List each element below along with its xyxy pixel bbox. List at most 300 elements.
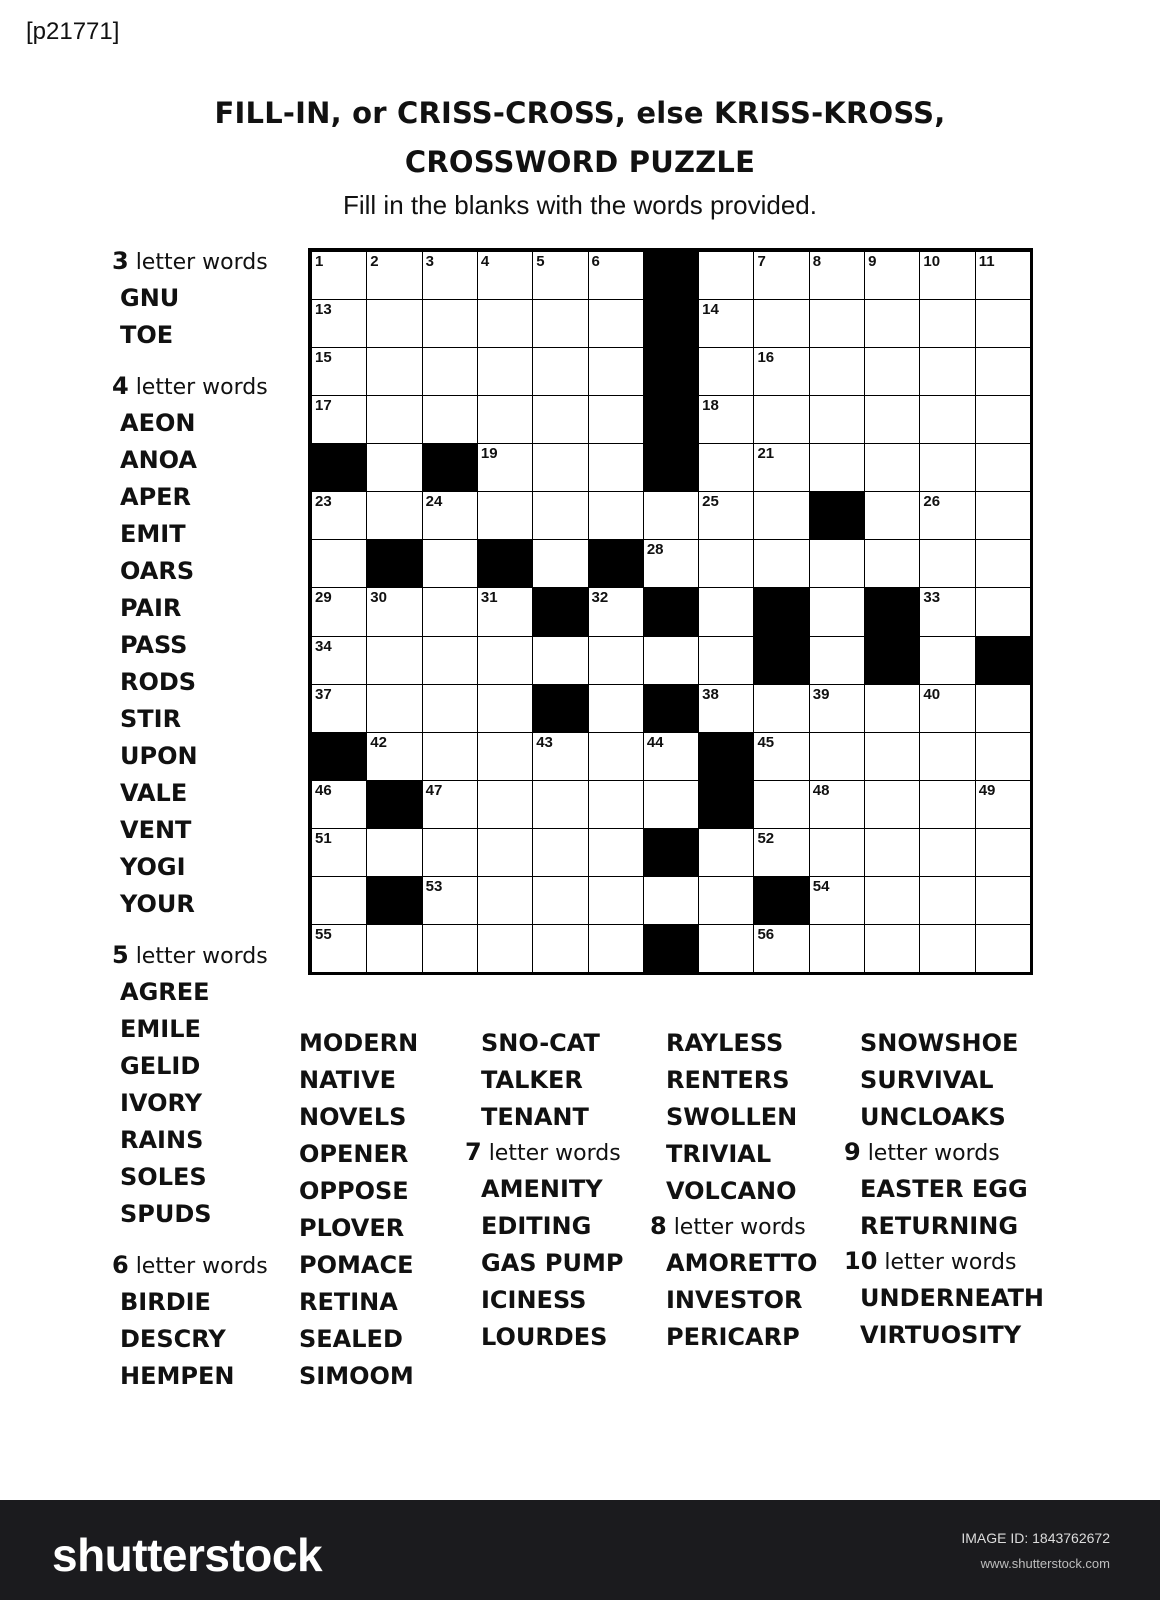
letter-count: 4 [112,372,129,400]
grid-cell[interactable] [975,732,1031,781]
clue-number: 55 [315,925,332,943]
clue-number: 18 [702,397,719,415]
grid-cell[interactable] [864,347,920,396]
word-list-column-3 [465,1025,624,1356]
grid-cell[interactable] [919,347,975,396]
grid-cell[interactable] [975,780,1031,829]
heading-label: letter words [877,1250,1017,1275]
grid-cell[interactable] [809,924,865,973]
grid-cell[interactable] [366,443,422,492]
grid-cell[interactable] [698,347,754,396]
word-list-item: RENTERS [666,1066,790,1094]
grid-cell[interactable] [422,587,478,636]
grid-cell[interactable] [753,684,809,733]
grid-cell[interactable] [422,780,478,829]
grid-cell[interactable] [809,347,865,396]
heading-label: letter words [128,944,268,969]
word-list-item: AMENITY [481,1175,603,1203]
grid-cell[interactable] [588,636,644,685]
letter-count: 5 [112,941,129,969]
grid-cell[interactable] [809,539,865,588]
word-list-item: RAYLESS [666,1029,784,1057]
black-square [864,587,920,636]
grid-cell[interactable] [311,299,367,348]
grid-cell[interactable] [698,443,754,492]
letter-count: 6 [112,1251,129,1279]
clue-number: 32 [591,589,609,607]
clue-number: 40 [923,685,941,703]
grid-cell[interactable] [643,636,699,685]
grid-cell[interactable] [588,347,644,396]
grid-cell[interactable] [477,587,533,636]
black-square [477,539,533,588]
heading-label: letter words [666,1215,806,1240]
grid-cell[interactable] [864,684,920,733]
clue-number: 44 [646,733,664,751]
grid-cell[interactable] [532,539,588,588]
word-list-item: RAINS [120,1126,204,1154]
word-list-item: SPUDS [120,1200,212,1228]
grid-cell[interactable] [311,876,367,925]
word-list-item: BIRDIE [120,1288,211,1316]
grid-cell[interactable] [919,299,975,348]
word-list-item: EASTER EGG [860,1175,1028,1203]
grid-cell[interactable] [422,876,478,925]
grid-cell[interactable] [366,299,422,348]
grid-cell[interactable] [311,636,367,685]
clue-number: 5 [536,253,545,270]
word-list-item: TALKER [481,1066,583,1094]
word-list-item: TRIVIAL [666,1140,772,1168]
clue-number: 29 [315,589,332,607]
clue-number: 38 [702,685,719,703]
grid-cell[interactable] [366,251,422,300]
grid-cell[interactable] [532,876,588,925]
grid-cell[interactable] [477,828,533,877]
grid-cell[interactable] [588,684,644,733]
heading-label: letter words [128,250,268,275]
black-square [311,732,367,781]
grid-cell[interactable] [588,491,644,540]
grid-cell[interactable] [422,347,478,396]
black-square [643,251,699,300]
clue-number: 46 [315,781,332,799]
grid-cell[interactable] [698,876,754,925]
grid-cell[interactable] [588,876,644,925]
grid-cell[interactable] [864,732,920,781]
grid-cell[interactable] [698,636,754,685]
clue-number: 4 [480,253,490,270]
word-list-item: NOVELS [299,1103,407,1131]
page-title-line2: CROSSWORD PUZZLE [404,145,756,179]
grid-cell[interactable] [477,636,533,685]
clue-number: 8 [812,253,822,270]
grid-cell[interactable] [532,443,588,492]
grid-cell[interactable] [588,924,644,973]
grid-cell[interactable] [753,828,809,877]
clue-number: 16 [757,349,775,367]
page-title-line1: FILL-IN, or CRISS-CROSS, else KRISS-KROSS, [214,96,946,130]
black-square [753,876,809,925]
grid-cell[interactable] [975,684,1031,733]
word-list-item: SNO-CAT [481,1029,600,1057]
grid-cell[interactable] [532,347,588,396]
grid-cell[interactable] [311,828,367,877]
grid-cell[interactable] [919,684,975,733]
word-list-item: UNCLOAKS [860,1103,1006,1131]
grid-cell[interactable] [588,587,644,636]
grid-cell[interactable] [975,587,1031,636]
grid-cell[interactable] [477,443,533,492]
grid-cell[interactable] [864,299,920,348]
grid-cell[interactable] [311,491,367,540]
word-list-item: VIRTUOSITY [860,1321,1022,1349]
letter-count: 3 [112,247,129,275]
grid-cell[interactable] [588,732,644,781]
grid-cell[interactable] [809,732,865,781]
clue-number: 30 [370,589,387,607]
clue-number: 19 [480,445,498,463]
grid-cell[interactable] [311,587,367,636]
word-list-item: EMIT [120,520,186,548]
black-square [643,299,699,348]
word-list-item: TENANT [481,1103,589,1131]
heading-label: letter words [128,375,268,400]
grid-cell[interactable] [919,443,975,492]
grid-cell[interactable] [975,443,1031,492]
grid-cell[interactable] [809,251,865,300]
grid-cell[interactable] [753,347,809,396]
grid-cell[interactable] [588,443,644,492]
grid-cell[interactable] [588,780,644,829]
word-list-item: SIMOOM [299,1362,414,1390]
grid-cell[interactable] [809,636,865,685]
grid-cell[interactable] [422,828,478,877]
grid-cell[interactable] [477,924,533,973]
grid-cell[interactable] [311,395,367,444]
clue-number: 7 [757,253,766,270]
grid-cell[interactable] [975,251,1031,300]
grid-cell[interactable] [366,732,422,781]
grid-cell[interactable] [809,876,865,925]
grid-cell[interactable] [366,587,422,636]
clue-number: 43 [536,733,553,751]
grid-cell[interactable] [698,828,754,877]
word-list-item: VENT [120,816,192,844]
clue-number: 6 [591,253,600,270]
black-square [753,587,809,636]
grid-cell[interactable] [532,251,588,300]
grid-cell[interactable] [698,251,754,300]
word-list-item: APER [120,483,192,511]
word-group-heading [112,243,268,280]
word-list-item: GNU [120,284,180,312]
clue-number: 17 [315,397,332,415]
grid-cell[interactable] [809,780,865,829]
grid-cell[interactable] [919,539,975,588]
grid-cell[interactable] [975,539,1031,588]
clue-number: 11 [978,253,995,270]
grid-cell[interactable] [422,539,478,588]
word-list-item: AEON [120,409,196,437]
grid-cell[interactable] [975,395,1031,444]
word-list-item: RETURNING [860,1212,1019,1240]
word-list-item: OARS [120,557,195,585]
grid-cell[interactable] [753,251,809,300]
grid-cell[interactable] [975,828,1031,877]
grid-cell[interactable] [422,684,478,733]
word-list-item: HEMPEN [120,1362,235,1390]
site-url: www.shutterstock.com [980,1556,1110,1571]
clue-number: 45 [757,733,775,751]
clue-number: 34 [315,637,332,655]
word-group-heading [844,1134,1044,1171]
grid-cell[interactable] [643,780,699,829]
grid-cell[interactable] [698,491,754,540]
grid-cell[interactable] [809,395,865,444]
grid-cell[interactable] [698,299,754,348]
word-list-item: RETINA [299,1288,398,1316]
black-square [643,443,699,492]
grid-cell[interactable] [919,491,975,540]
word-list-item: OPENER [299,1140,409,1168]
grid-cell[interactable] [311,539,367,588]
grid-cell[interactable] [864,828,920,877]
word-list-item: LOURDES [481,1323,608,1351]
grid-cell[interactable] [477,732,533,781]
grid-cell[interactable] [366,347,422,396]
grid-cell[interactable] [919,587,975,636]
black-square [366,780,422,829]
grid-cell[interactable] [477,347,533,396]
word-list-item: VOLCANO [666,1177,797,1205]
word-list-column-5 [844,1025,1045,1354]
grid-cell[interactable] [588,828,644,877]
grid-cell[interactable] [477,491,533,540]
black-square [643,924,699,973]
grid-cell[interactable] [477,395,533,444]
grid-cell[interactable] [809,299,865,348]
word-list-item: GELID [120,1052,201,1080]
grid-cell[interactable] [864,395,920,444]
word-list-item: UPON [120,742,198,770]
clue-number: 3 [425,253,434,270]
clue-number: 9 [868,253,877,270]
image-id: IMAGE ID: 1843762672 [961,1530,1110,1546]
grid-cell[interactable] [753,395,809,444]
word-list-item: PLOVER [299,1214,405,1242]
clue-number: 37 [315,685,332,703]
word-list-item: YOGI [120,853,186,881]
clue-number: 54 [812,877,830,895]
grid-cell[interactable] [588,395,644,444]
grid-cell[interactable] [532,491,588,540]
word-list-item: POMACE [299,1251,414,1279]
black-square [643,347,699,396]
grid-cell[interactable] [698,924,754,973]
word-group-heading [465,1134,623,1171]
grid-cell[interactable] [422,636,478,685]
grid-cell[interactable] [477,780,533,829]
clue-number: 31 [480,589,498,607]
word-list-column-1 [112,243,268,1395]
grid-cell[interactable] [311,924,367,973]
grid-cell[interactable] [422,732,478,781]
grid-cell[interactable] [698,684,754,733]
grid-cell[interactable] [975,924,1031,973]
grid-cell[interactable] [366,924,422,973]
grid-cell[interactable] [532,636,588,685]
grid-cell[interactable] [919,636,975,685]
clue-number: 53 [425,877,443,895]
word-list-column-2 [291,1025,418,1395]
word-list-column-4 [650,1025,818,1356]
heading-label: letter words [481,1141,621,1166]
clue-number: 47 [425,781,443,799]
black-square [311,443,367,492]
word-list-item: EMILE [120,1015,201,1043]
word-list-item: UNDERNEATH [860,1284,1045,1312]
grid-cell[interactable] [643,539,699,588]
grid-cell[interactable] [919,924,975,973]
black-square [366,876,422,925]
black-square [366,539,422,588]
heading-label: letter words [860,1141,1000,1166]
grid-cell[interactable] [366,636,422,685]
grid-cell[interactable] [919,876,975,925]
grid-cell[interactable] [477,299,533,348]
grid-cell[interactable] [919,828,975,877]
clue-number: 23 [315,493,332,511]
clue-number: 33 [923,589,941,607]
grid-cell[interactable] [753,732,809,781]
grid-cell[interactable] [311,251,367,300]
grid-cell[interactable] [532,395,588,444]
grid-cell[interactable] [919,251,975,300]
grid-cell[interactable] [366,828,422,877]
word-list-item: STIR [120,705,182,733]
clue-number: 24 [425,493,443,511]
grid-cell[interactable] [532,924,588,973]
letter-count: 8 [650,1212,667,1240]
grid-cell[interactable] [919,395,975,444]
clue-number: 28 [646,541,664,559]
word-group-heading [112,937,268,974]
black-square [643,684,699,733]
word-list-item: ICINESS [481,1286,587,1314]
grid-cell[interactable] [311,684,367,733]
word-list-item: PERICARP [666,1323,800,1351]
clue-number: 2 [370,253,379,270]
grid-cell[interactable] [588,251,644,300]
grid-cell[interactable] [477,876,533,925]
grid-cell[interactable] [477,251,533,300]
grid-cell[interactable] [422,395,478,444]
word-list-item: PAIR [120,594,182,622]
grid-cell[interactable] [532,828,588,877]
grid-cell[interactable] [588,299,644,348]
black-square [643,828,699,877]
grid-cell[interactable] [919,732,975,781]
grid-cell[interactable] [864,780,920,829]
grid-cell[interactable] [864,539,920,588]
grid-cell[interactable] [753,539,809,588]
letter-count: 7 [465,1138,482,1166]
grid-cell[interactable] [366,395,422,444]
grid-cell[interactable] [532,780,588,829]
word-list-item: MODERN [299,1029,419,1057]
word-list-item: AGREE [120,978,210,1006]
grid-cell[interactable] [809,443,865,492]
grid-cell[interactable] [366,491,422,540]
grid-cell[interactable] [311,347,367,396]
grid-cell[interactable] [864,924,920,973]
grid-cell[interactable] [477,684,533,733]
grid-cell[interactable] [864,443,920,492]
grid-cell[interactable] [975,491,1031,540]
grid-cell[interactable] [809,828,865,877]
grid-cell[interactable] [975,876,1031,925]
word-list-item: SNOWSHOE [860,1029,1019,1057]
grid-cell[interactable] [532,732,588,781]
grid-cell[interactable] [366,684,422,733]
black-square [698,732,754,781]
black-square [588,539,644,588]
word-list-item: SWOLLEN [666,1103,798,1131]
word-list-item: OPPOSE [299,1177,409,1205]
grid-cell[interactable] [864,876,920,925]
grid-cell[interactable] [753,780,809,829]
grid-cell[interactable] [643,491,699,540]
grid-cell[interactable] [753,924,809,973]
word-list-item: IVORY [120,1089,203,1117]
grid-cell[interactable] [864,251,920,300]
word-list-item: DESCRY [120,1325,226,1353]
grid-cell[interactable] [864,491,920,540]
grid-cell[interactable] [422,491,478,540]
clue-number: 15 [315,349,332,367]
grid-cell[interactable] [809,684,865,733]
grid-cell[interactable] [919,780,975,829]
grid-cell[interactable] [422,299,478,348]
grid-cell[interactable] [753,491,809,540]
grid-cell[interactable] [975,347,1031,396]
grid-cell[interactable] [753,443,809,492]
grid-cell[interactable] [643,876,699,925]
grid-cell[interactable] [698,587,754,636]
grid-cell[interactable] [753,299,809,348]
black-square [975,636,1031,685]
grid-cell[interactable] [975,299,1031,348]
grid-cell[interactable] [809,587,865,636]
word-list-item: ANOA [120,446,197,474]
heading-label: letter words [128,1254,268,1279]
word-list-item: TOE [120,321,174,349]
grid-cell[interactable] [422,924,478,973]
grid-cell[interactable] [422,251,478,300]
clue-number: 1 [315,253,324,270]
clue-number: 42 [370,733,387,751]
grid-cell[interactable] [698,395,754,444]
word-group-heading [844,1243,1044,1280]
black-square [643,587,699,636]
grid-cell[interactable] [311,780,367,829]
grid-cell[interactable] [643,732,699,781]
puzzle-code: [p21771] [26,18,120,45]
black-square [698,780,754,829]
grid-cell[interactable] [698,539,754,588]
grid-cell[interactable] [532,299,588,348]
